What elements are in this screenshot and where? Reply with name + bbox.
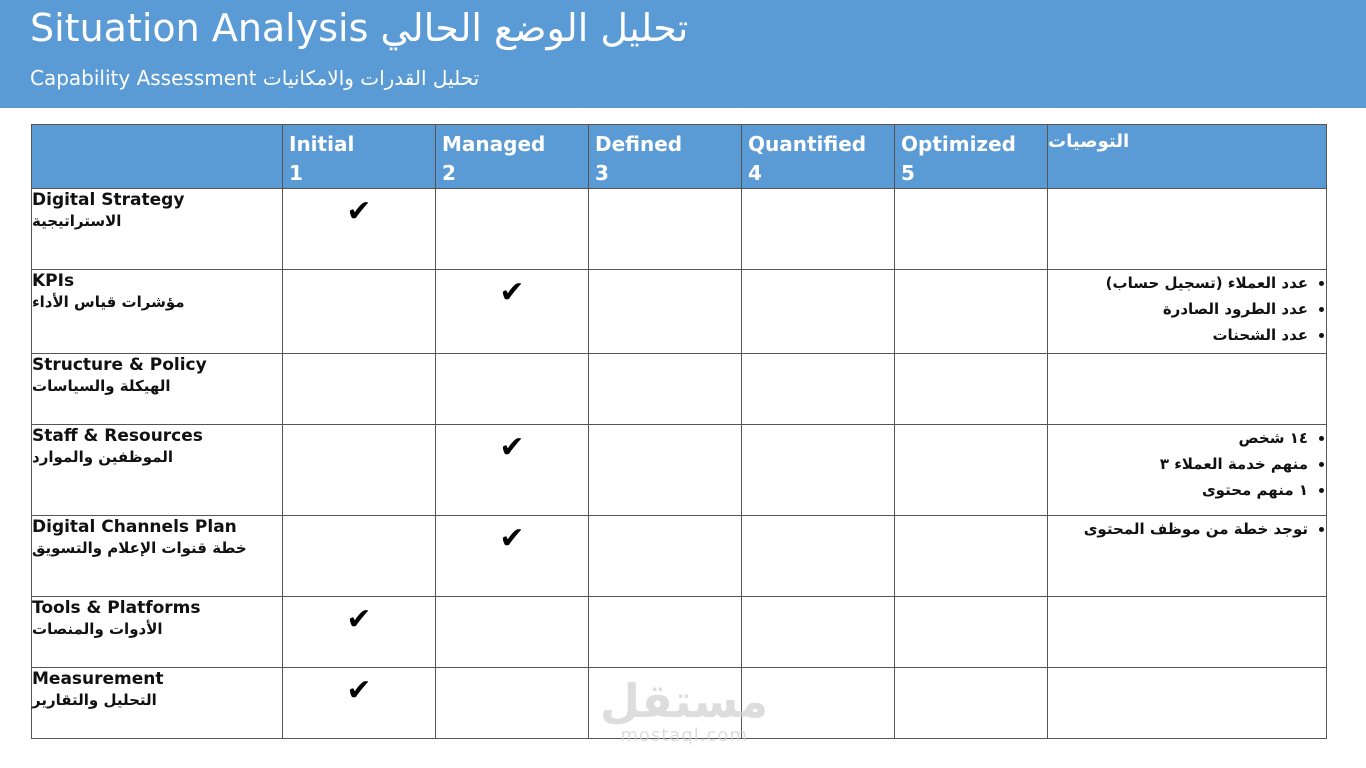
column-number: 3 (595, 161, 609, 185)
recommendation-item: • عدد الشحنات (1048, 322, 1308, 348)
level-cell (436, 354, 589, 425)
row-label-cell (32, 189, 283, 270)
level-cell (436, 270, 589, 354)
level-cell (895, 516, 1048, 597)
row-label-cell (32, 354, 283, 425)
row-label-ar: الهيكلة والسياسات (32, 377, 171, 395)
page-title: Situation Analysis تحليل الوضع الحالي (30, 6, 689, 50)
watermark-latin: mostaql.com (620, 725, 748, 746)
page-subtitle: Capability Assessment تحليل القدرات والامكانيات (30, 66, 480, 90)
level-cell (436, 668, 589, 739)
level-cell (895, 668, 1048, 739)
recommendation-item: • عدد الطرود الصادرة (1048, 296, 1308, 322)
level-cell (283, 354, 436, 425)
table-row (32, 270, 1327, 354)
recommendation-cell (1048, 597, 1327, 668)
row-label-ar: الموظفين والموارد (32, 448, 174, 466)
row-label-en: Tools & Platforms (32, 598, 201, 618)
column-number: 5 (901, 161, 915, 185)
level-cell (895, 354, 1048, 425)
level-cell (436, 597, 589, 668)
row-label-cell (32, 516, 283, 597)
level-cell (283, 270, 436, 354)
level-cell (895, 425, 1048, 516)
level-cell (436, 189, 589, 270)
level-cell (283, 189, 436, 270)
check-icon: ✔ (499, 521, 525, 556)
recommendation-cell (1048, 516, 1327, 597)
column-number: 4 (748, 161, 762, 185)
recommendation-list (1048, 425, 1326, 503)
row-label-en: Digital Strategy (32, 190, 185, 210)
level-cell (589, 354, 742, 425)
row-label-cell (32, 597, 283, 668)
level-cell (436, 516, 589, 597)
table-row (32, 354, 1327, 425)
recommendation-item: • ١٤ شخص (1048, 425, 1308, 451)
check-icon: ✔ (499, 275, 525, 310)
level-cell (895, 597, 1048, 668)
row-label-ar: مؤشرات قياس الأداء (32, 293, 185, 311)
row-label-ar: خطة قنوات الإعلام والتسويق (32, 539, 247, 557)
level-cell (589, 668, 742, 739)
header-banner (0, 0, 1366, 108)
row-label-en: Staff & Resources (32, 426, 203, 446)
level-cell (742, 516, 895, 597)
recommendations-label: التوصيات (1048, 131, 1130, 152)
level-cell (589, 516, 742, 597)
column-header-initial (283, 125, 436, 189)
recommendation-list (1048, 270, 1326, 348)
row-label-en: KPIs (32, 271, 75, 291)
row-label-cell (32, 668, 283, 739)
column-number: 2 (442, 161, 456, 185)
table-header-row (32, 125, 1327, 189)
row-label-cell (32, 425, 283, 516)
column-name: Quantified (748, 132, 867, 156)
level-cell (436, 425, 589, 516)
row-label-en: Digital Channels Plan (32, 517, 237, 537)
recommendation-item: • توجد خطة من موظف المحتوى (1048, 516, 1308, 542)
recommendation-list (1048, 516, 1326, 542)
recommendation-cell (1048, 189, 1327, 270)
recommendation-item: • ١ منهم محتوى (1048, 477, 1308, 503)
column-header-managed (436, 125, 589, 189)
column-header-defined (589, 125, 742, 189)
check-icon: ✔ (346, 673, 372, 708)
level-cell (742, 597, 895, 668)
check-icon: ✔ (346, 194, 372, 229)
level-cell (283, 668, 436, 739)
recommendation-cell (1048, 270, 1327, 354)
column-number: 1 (289, 161, 303, 185)
check-icon: ✔ (346, 602, 372, 637)
table-body (32, 189, 1327, 739)
column-name: Managed (442, 132, 546, 156)
check-icon: ✔ (499, 430, 525, 465)
level-cell (742, 189, 895, 270)
level-cell (283, 425, 436, 516)
row-label-ar: الأدوات والمنصات (32, 620, 163, 638)
row-label-ar: التحليل والتقارير (32, 691, 157, 709)
table-row (32, 516, 1327, 597)
table-row (32, 189, 1327, 270)
level-cell (895, 270, 1048, 354)
recommendation-cell (1048, 668, 1327, 739)
column-header-optimized (895, 125, 1048, 189)
level-cell (589, 189, 742, 270)
level-cell (283, 597, 436, 668)
column-header-recommendations (1048, 125, 1327, 189)
level-cell (742, 270, 895, 354)
table-row (32, 597, 1327, 668)
table-row (32, 668, 1327, 739)
column-name: Optimized (901, 132, 1016, 156)
level-cell (742, 668, 895, 739)
recommendation-cell (1048, 425, 1327, 516)
column-name: Defined (595, 132, 683, 156)
level-cell (742, 354, 895, 425)
level-cell (895, 189, 1048, 270)
level-cell (742, 425, 895, 516)
row-label-en: Measurement (32, 669, 164, 689)
column-header-quantified (742, 125, 895, 189)
capability-matrix-table (31, 124, 1327, 739)
recommendation-item: • منهم خدمة العملاء ٣ (1048, 451, 1308, 477)
watermark-arabic: مستقل (600, 674, 769, 728)
row-label-cell (32, 270, 283, 354)
level-cell (283, 516, 436, 597)
header-corner-cell (32, 125, 283, 189)
row-label-ar: الاستراتيجية (32, 212, 122, 230)
recommendation-cell (1048, 354, 1327, 425)
level-cell (589, 597, 742, 668)
row-label-en: Structure & Policy (32, 355, 207, 375)
level-cell (589, 425, 742, 516)
table-row (32, 425, 1327, 516)
level-cell (589, 270, 742, 354)
column-name: Initial (289, 132, 355, 156)
recommendation-item: • عدد العملاء (تسجيل حساب) (1048, 270, 1308, 296)
